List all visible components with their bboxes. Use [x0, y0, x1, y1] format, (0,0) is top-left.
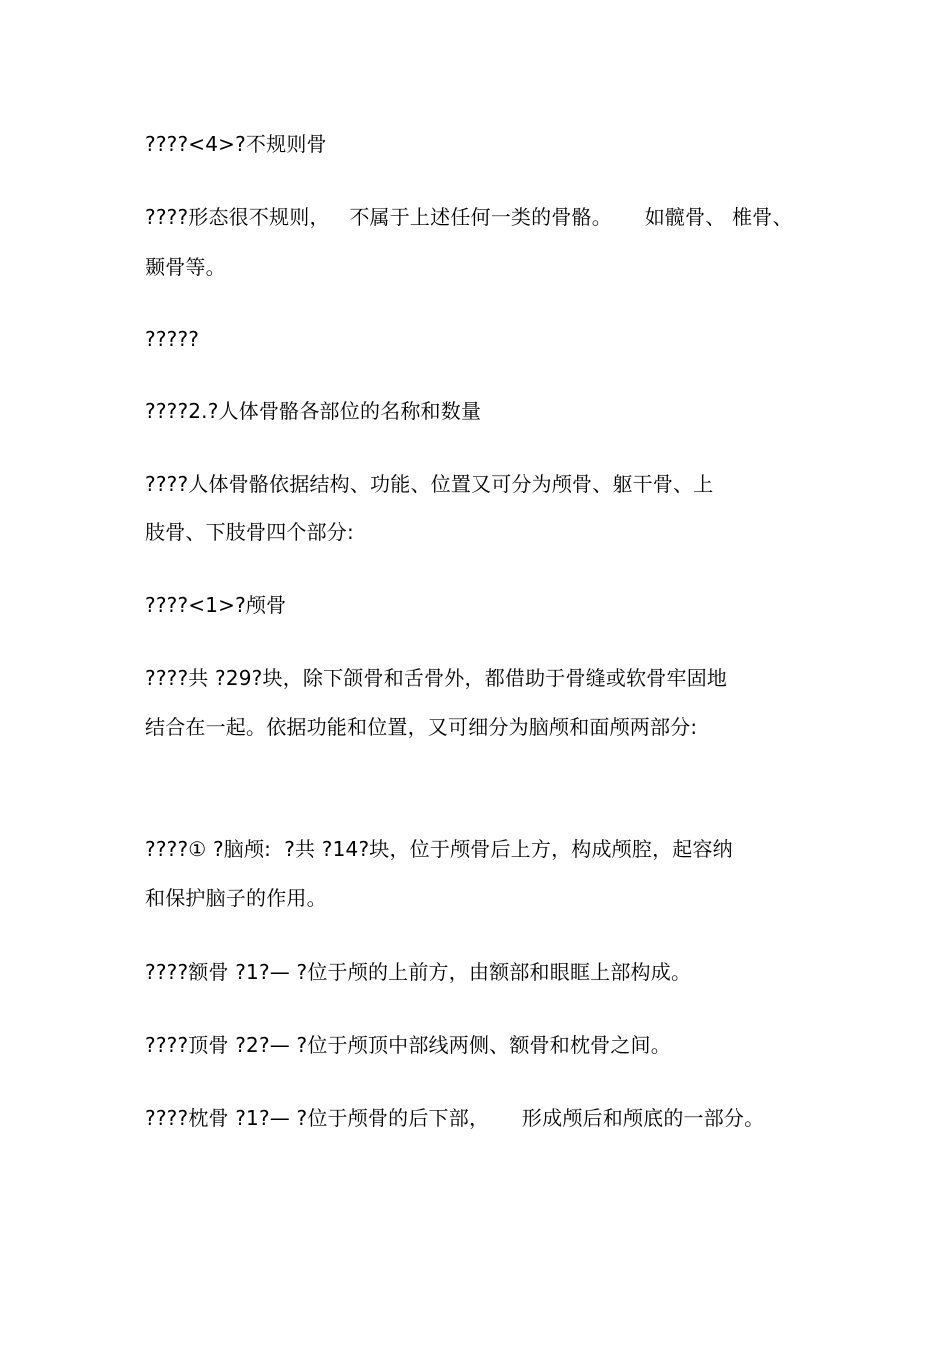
paragraph-line: 结合在一起。依据功能和位置，又可细分为脑颅和面颅两部分:	[145, 715, 698, 739]
list-item: ????额骨 ?1?— ?位于颅的上前方，由额部和眼眶上部构成。	[145, 960, 692, 984]
subheading-irregular-bone: ????<4>?不规则骨	[145, 132, 327, 156]
subheading-skull: ????<1>?颅骨	[145, 593, 287, 617]
section-heading: ????2.?人体骨骼各部位的名称和数量	[145, 399, 482, 423]
paragraph-line: 和保护脑子的作用。	[145, 886, 327, 910]
paragraph-line: 颞骨等。	[145, 255, 226, 279]
list-item: ????顶骨 ?2?— ?位于颅顶中部线两侧、额骨和枕骨之间。	[145, 1033, 671, 1057]
paragraph-line: ????共 ?29?块，除下颌骨和舌骨外，都借助于骨缝或软骨牢固地	[145, 666, 728, 690]
paragraph-line: 肢骨、下肢骨四个部分:	[145, 520, 354, 544]
paragraph-line: ????① ?脑颅: ?共 ?14?块，位于颅骨后上方，构成颅腔，起容纳	[145, 837, 733, 861]
list-item: ????枕骨 ?1?— ?位于颅骨的后下部， 形成颅后和颅底的一部分。	[145, 1106, 765, 1130]
placeholder-line: ?????	[145, 327, 200, 351]
paragraph-line: ????人体骨骼依据结构、功能、位置又可分为颅骨、躯干骨、上	[145, 472, 714, 496]
paragraph-line: ????形态很不规则， 不属于上述任何一类的骨骼。 如髋骨、 椎骨、	[145, 205, 793, 229]
